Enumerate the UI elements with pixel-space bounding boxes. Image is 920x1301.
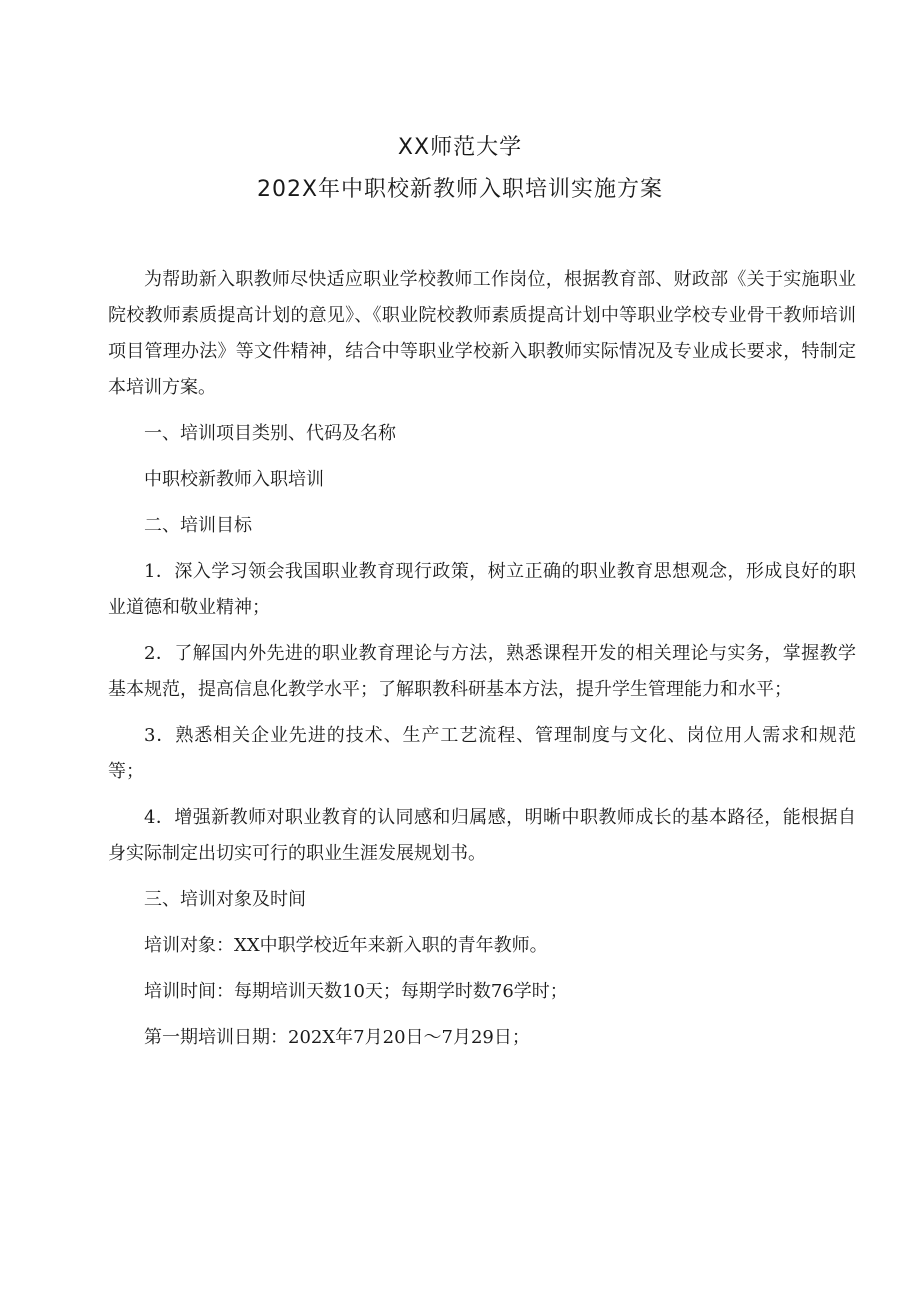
section-heading-1: 一、培训项目类别、代码及名称 [144,423,396,444]
project-name: 中职校新教师入职培训 [144,469,324,490]
goal-item-1: 1．深入学习领会我国职业教育现行政策，树立正确的职业教育思想观念，形成良好的职业道德和敬业精神； [108,561,856,618]
document-title-institution: XX师范大学 [397,135,523,160]
goal-item-2: 2．了解国内外先进的职业教育理论与方法，熟悉课程开发的相关理论与实务，掌握教学基本规范，提高信息化教学水平；了解职教科研基本方法，提升学生管理能力和水平； [108,643,856,700]
goal-item-3: 3．熟悉相关企业先进的技术、生产工艺流程、管理制度与文化、岗位用人需求和规范等； [108,725,856,782]
training-target: 培训对象：XX中职学校近年来新入职的青年教师。 [144,935,548,956]
document-body [108,262,856,1066]
document-title-plan: 202X年中职校新教师入职培训实施方案 [256,177,664,202]
intro-paragraph: 为帮助新入职教师尽快适应职业学校教师工作岗位，根据教育部、财政部《关于实施职业院校教师素质提高计划的意见》、《职业院校教师素质提高计划中等职业学校专业骨干教师培训项目管理办法》等文件精神，结合中等职业学校新入职教师实际情况及专业成长要求，特制定本培训方案。 [108,269,856,398]
section-heading-2: 二、培训目标 [144,515,252,536]
goal-item-4: 4．增强新教师对职业教育的认同感和归属感，明晰中职教师成长的基本路径，能根据自身实际制定出切实可行的职业生涯发展规划书。 [108,807,856,864]
training-time: 培训时间：每期培训天数10天；每期学时数76学时； [144,981,568,1002]
first-session-date: 第一期培训日期：202X年7月20日～7月29日； [144,1027,530,1048]
section-heading-3: 三、培训对象及时间 [144,889,306,910]
